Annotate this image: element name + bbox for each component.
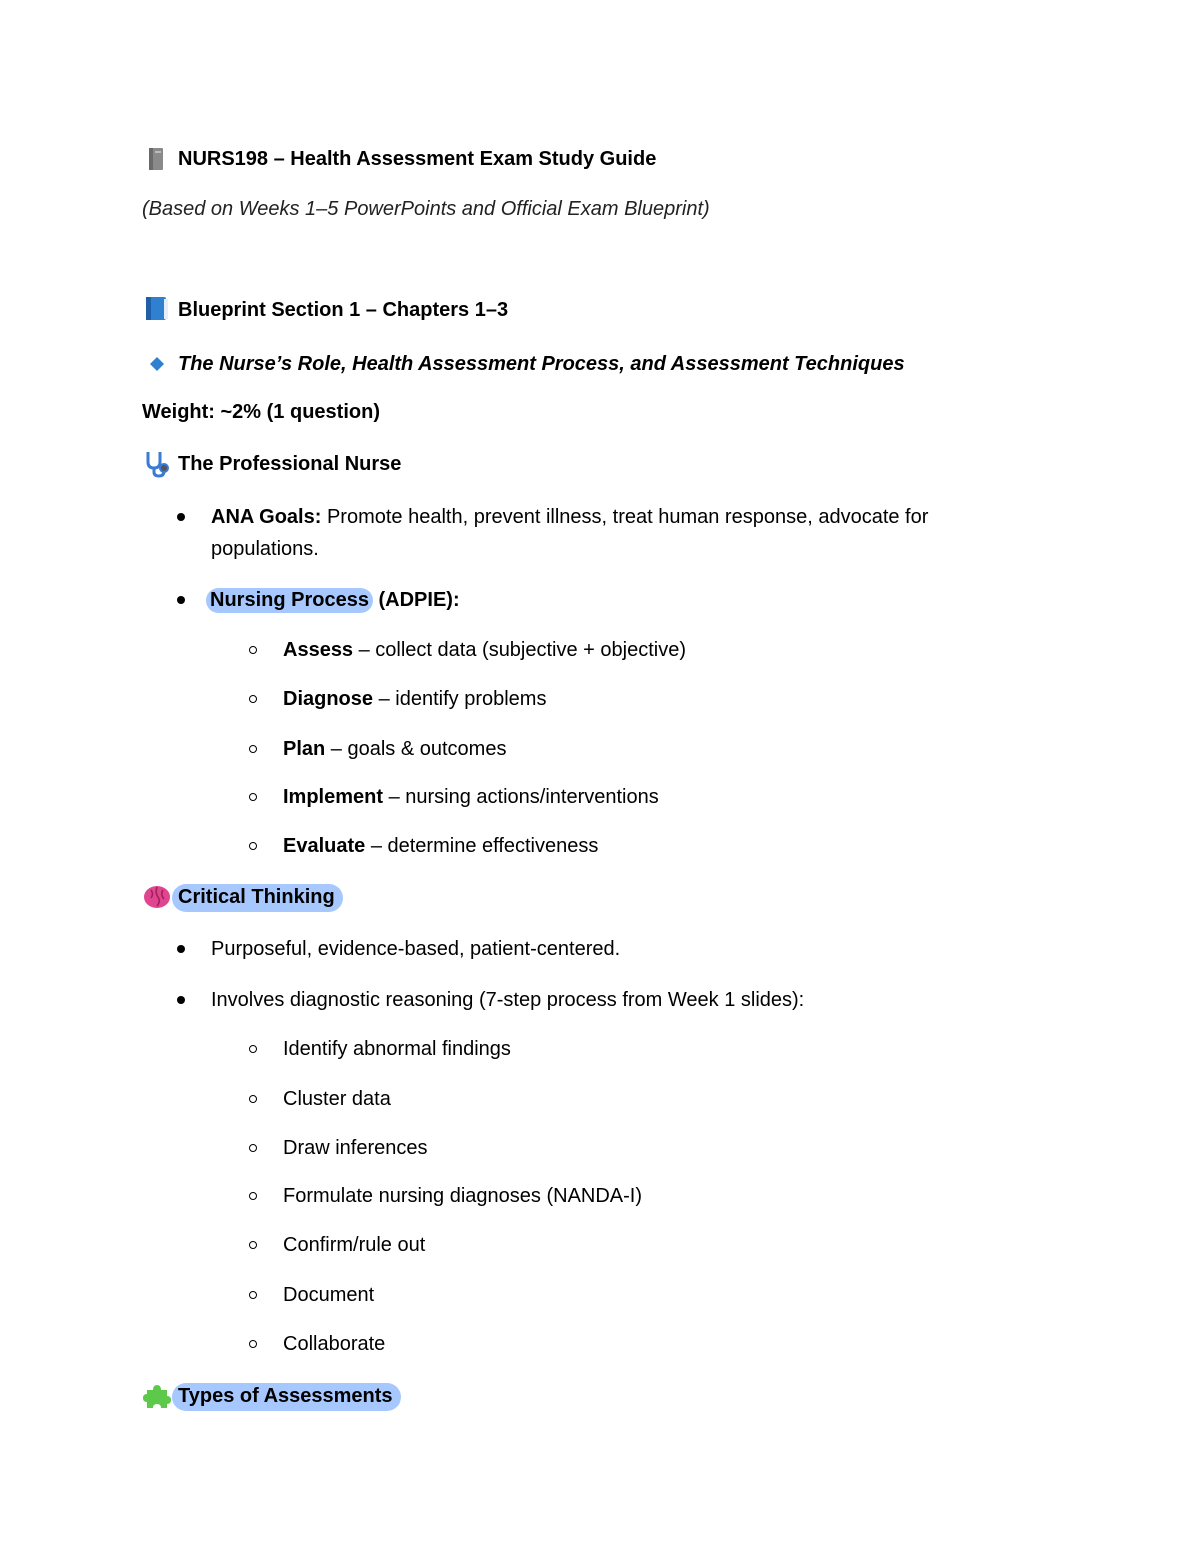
nursing-process-suffix: (ADPIE): <box>372 589 460 611</box>
adpie-step-label: Plan <box>283 738 326 760</box>
reasoning-step: Collaborate <box>283 1333 386 1355</box>
critical-thinking-bullet: Purposeful, evidence-based, patient-centered. <box>211 938 621 960</box>
notebook-icon <box>147 147 165 171</box>
ana-goals-text: Promote health, prevent illness, treat human response, advocate for <box>321 506 929 528</box>
ana-goals-text-continued: populations. <box>211 538 319 560</box>
document-title: NURS198 – Health Assessment Exam Study Guide <box>178 148 657 170</box>
adpie-step <box>283 637 686 663</box>
blue-book-icon <box>144 296 170 322</box>
sub-bullet <box>249 1340 257 1348</box>
sub-bullet <box>249 1045 257 1053</box>
brain-icon <box>143 884 171 910</box>
types-heading-wrap <box>172 1383 401 1409</box>
reasoning-step: Cluster data <box>283 1088 391 1110</box>
sub-bullet <box>249 1291 257 1299</box>
weight-text: Weight: ~2% (1 question) <box>142 401 380 423</box>
stethoscope-icon <box>143 450 171 478</box>
adpie-step-label: Evaluate <box>283 835 366 857</box>
adpie-step <box>283 784 659 810</box>
adpie-step-text: – determine effectiveness <box>365 835 599 857</box>
critical-thinking-heading: Critical Thinking <box>172 884 343 912</box>
sub-bullet <box>249 1192 257 1200</box>
adpie-step-label: Assess <box>283 639 354 661</box>
reasoning-step: Formulate nursing diagnoses (NANDA-I) <box>283 1185 643 1207</box>
blue-diamond-icon <box>150 357 164 371</box>
adpie-step <box>283 833 598 859</box>
adpie-step-text: – nursing actions/interventions <box>383 786 659 808</box>
ana-goals-line <box>211 504 928 530</box>
adpie-step-label: Implement <box>283 786 384 808</box>
document-subtitle: (Based on Weeks 1–5 PowerPoints and Official Exam Blueprint) <box>142 198 710 220</box>
sub-bullet <box>249 1144 257 1152</box>
reasoning-step: Draw inferences <box>283 1137 428 1159</box>
puzzle-icon <box>143 1382 171 1410</box>
sub-bullet <box>249 842 257 850</box>
section-title: Blueprint Section 1 – Chapters 1–3 <box>178 299 509 321</box>
types-of-assessments-heading: Types of Assessments <box>172 1383 401 1411</box>
adpie-step-text: – collect data (subjective + objective) <box>353 639 687 661</box>
sub-bullet <box>249 793 257 801</box>
adpie-step-text: – identify problems <box>373 688 547 710</box>
section-topic: The Nurse’s Role, Health Assessment Process, and Assessment Techniques <box>178 353 905 375</box>
sub-bullet <box>249 1095 257 1103</box>
critical-thinking-bullet: Involves diagnostic reasoning (7-step process from Week 1 slides): <box>211 989 805 1011</box>
reasoning-step: Identify abnormal findings <box>283 1038 511 1060</box>
nursing-process-label: Nursing Process <box>206 588 373 613</box>
adpie-step-label: Diagnose <box>283 688 374 710</box>
critical-thinking-heading-wrap <box>172 884 343 910</box>
nursing-process-line <box>206 587 460 613</box>
sub-bullet <box>249 646 257 654</box>
reasoning-step: Confirm/rule out <box>283 1234 426 1256</box>
sub-bullet <box>249 695 257 703</box>
bullet <box>177 596 185 604</box>
adpie-step <box>283 686 546 712</box>
sub-bullet <box>249 1241 257 1249</box>
bullet <box>177 996 185 1004</box>
professional-nurse-heading: The Professional Nurse <box>178 453 402 475</box>
bullet <box>177 513 185 521</box>
sub-bullet <box>249 745 257 753</box>
reasoning-step: Document <box>283 1284 375 1306</box>
adpie-step-text: – goals & outcomes <box>325 738 507 760</box>
adpie-step <box>283 736 506 762</box>
bullet <box>177 945 185 953</box>
ana-goals-label: ANA Goals: <box>211 506 322 528</box>
